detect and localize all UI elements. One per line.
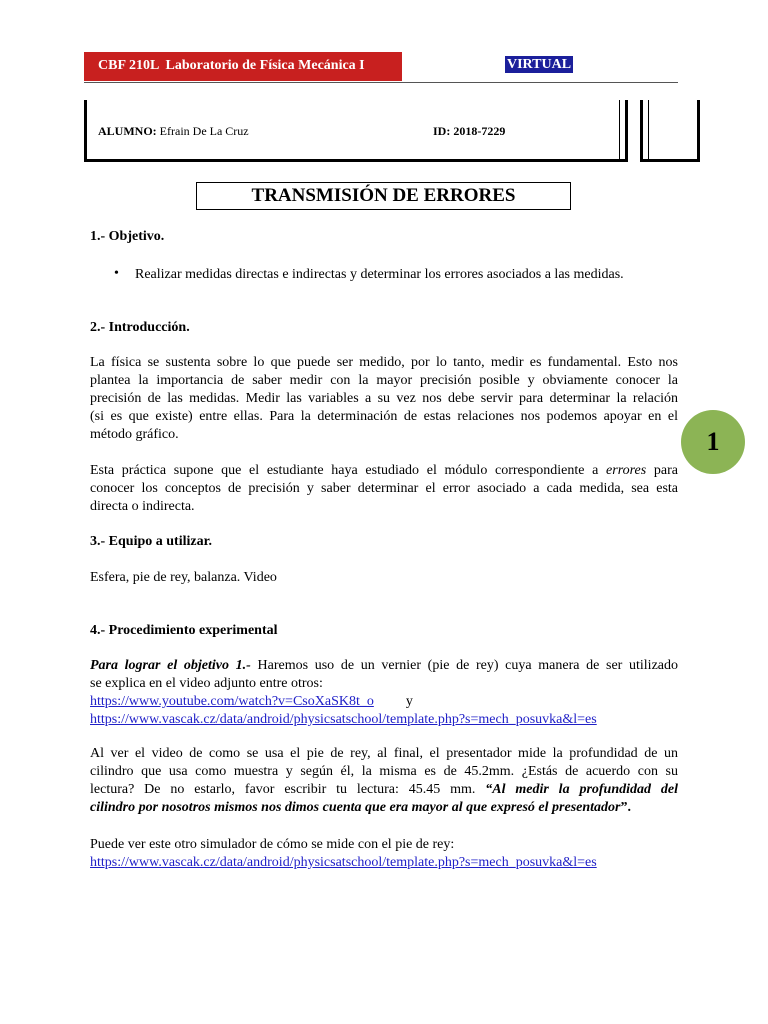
quote-end: ”. — [620, 800, 631, 815]
intro-line: plantea la importancia de saber medir con la mayor precisión posible y obviamente conocer la — [90, 373, 678, 388]
student-label: ALUMNO: — [98, 124, 157, 138]
document-title: TRANSMISIÓN DE ERRORES — [196, 182, 571, 210]
intro-line: método gráfico. — [90, 427, 179, 442]
proc-line-3 — [90, 693, 678, 711]
intro-line: La física se sustenta sobre lo que puede ser medido, por lo tanto, medir es fundamental. Esto nos — [90, 355, 678, 370]
header-divider — [84, 82, 678, 83]
vascak-link-2[interactable]: https://www.vascak.cz/data/android/physicsatschool/template.php?s=mech_posuvka&l=es — [90, 855, 597, 870]
quote-start: “Al medir la profundidad del — [485, 782, 678, 797]
heading-equipo: 3.- Equipo a utilizar. — [90, 534, 213, 549]
objetivo-bullet-text: Realizar medidas directas e indirectas y determinar los errores asociados a las medidas. — [135, 267, 624, 282]
conjunction-y: y — [405, 694, 413, 709]
proc-line-4 — [90, 711, 678, 729]
objective-ref: Para lograr el objetivo 1.- — [90, 658, 251, 673]
procedimiento-paragraph-1 — [90, 657, 678, 729]
proc2-line-4 — [90, 799, 678, 817]
proc2-line-3-text: lectura? De no estarlo, favor escribir tu lectura: 45.45 mm. — [90, 782, 486, 797]
proc2-line-3 — [90, 781, 678, 799]
student-name: Efrain De La Cruz — [159, 124, 249, 138]
procedimiento-paragraph-3 — [90, 836, 678, 872]
proc-line-1 — [90, 657, 678, 675]
intro-line: (si es que existe) entre ellas. Para la determinación de estas relaciones nos podemos apoyar en el — [90, 409, 678, 424]
heading-procedimiento: 4.- Procedimiento experimental — [90, 623, 278, 638]
heading-introduccion: 2.- Introducción. — [90, 320, 190, 335]
student-name-line — [98, 124, 249, 139]
equipo-text: Esfera, pie de rey, balanza. Video — [90, 570, 277, 585]
intro2-text: Esta práctica supone que el estudiante haya estudiado el módulo correspondiente a — [90, 463, 607, 478]
proc3-line-2 — [90, 854, 678, 872]
proc2-line-1: Al ver el video de como se usa el pie de rey, al final, el presentador mide la profundidad de un — [90, 746, 678, 761]
virtual-badge: VIRTUAL — [507, 57, 572, 72]
page-number-badge: 1 — [681, 410, 745, 474]
errores-italic: errores — [606, 463, 647, 478]
proc-line-2: se explica en el video adjunto entre otros: — [90, 676, 323, 691]
student-id: ID: 2018-7229 — [433, 124, 506, 138]
bullet-dot-icon: • — [114, 266, 119, 281]
intro2-text-end: para — [646, 463, 678, 478]
intro2-line-2: conocer los conceptos de precisión y saber determinar el error asociado a cada medida, sea esta — [90, 481, 678, 496]
proc2-line-2: cilindro que usa como muestra y según él, la misma es de 45.2mm. ¿Estás de acuerdo con su — [90, 764, 678, 779]
youtube-link[interactable]: https://www.youtube.com/watch?v=CsoXaSK8t_o — [90, 694, 374, 709]
quote-body: cilindro por nosotros mismos nos dimos cuenta que era mayor al que expresó el presentador — [90, 800, 621, 815]
intro-line: precisión de las medidas. Medir las variables a su vez nos debe servir para determinar la relación — [90, 391, 678, 406]
proc3-line-1: Puede ver este otro simulador de cómo se mide con el pie de rey: — [90, 837, 455, 852]
intro2-line-3: directa o indirecta. — [90, 499, 195, 514]
intro2-line-1 — [90, 462, 678, 480]
introduccion-paragraph-2 — [90, 462, 678, 516]
procedimiento-paragraph-2 — [90, 745, 678, 817]
vascak-link-1[interactable]: https://www.vascak.cz/data/android/physicsatschool/template.php?s=mech_posuvka&l=es — [90, 712, 597, 727]
grade-box — [640, 100, 700, 162]
proc-line-1-rest: Haremos uso de un vernier (pie de rey) cuya manera de ser utilizado — [250, 658, 678, 673]
introduccion-paragraph-1 — [90, 354, 678, 444]
course-title-banner: CBF 210L Laboratorio de Física Mecánica I — [84, 52, 402, 81]
heading-objetivo: 1.- Objetivo. — [90, 229, 165, 244]
